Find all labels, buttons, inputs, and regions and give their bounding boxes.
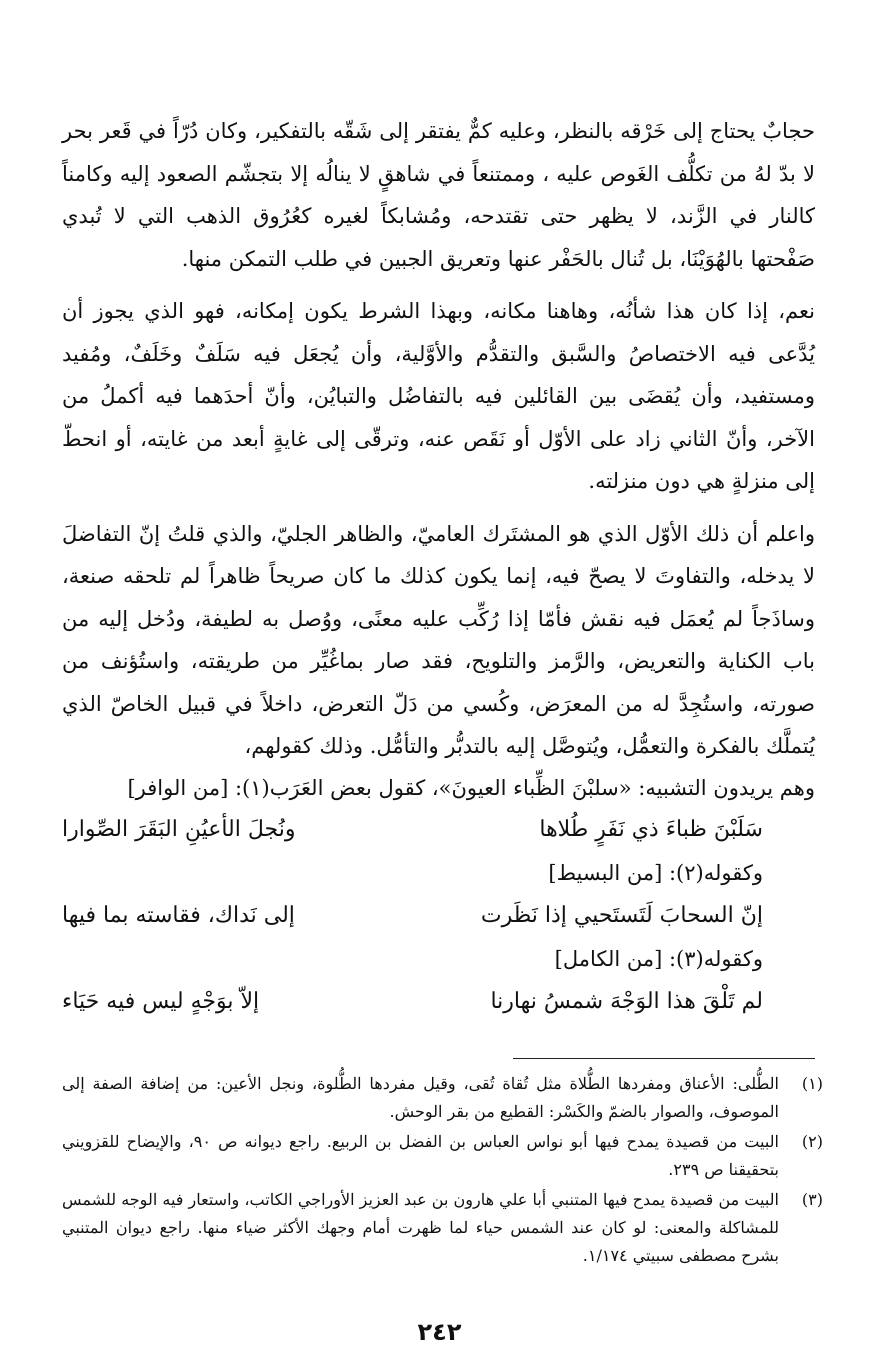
verse-1 (62, 808, 815, 852)
verse-3-second-hemistich: إلاّ بوَجْهٍ ليس فيه حَيَاء (62, 988, 260, 1014)
paragraph-1: حجابٌ يحتاج إلى خَرْقه بالنظر، وعليه كمٌّ يفتقر إلى شَقّه بالتفكير، وكان دُرّاً في قَعر بحر لا بدّ لهُ من تكلُّف الغَوص عليه ، وممتنعاً في شاهقٍ لا ينالُه إلا بتجشّم الصعود إليه وكامناً كالنار في الزَّند، لا يظهر حتى تقتدحه، ومُشابكاً لغيره كعُرُوق الذهب التي لا تُبدي صَفْحتها بالهُوَيْنَا، بل تُنال بالحَفْر عنها وتعريق الجبين في طلب التمكن منها. (62, 119, 815, 271)
footnote-separator (513, 1058, 815, 1059)
verse-1-second-hemistich: ونُجلَ الأعيُنِ البَقَرَ الصِّوارا (62, 816, 296, 842)
footnote-2-number: (٢) (801, 1132, 823, 1151)
footnote-2-text: البيت من قصيدة يمدح فيها أبو نواس العباس بن الفضل بن الربيع. راجع ديوانه ص ٩٠، والإيضاح للقزويني بتحقيقنا ص ٢٣٩. (62, 1132, 779, 1179)
paragraph-3: واعلم أن ذلك الأوّل الذي هو المشتَرك العاميّ، والظاهر الجليّ، والذي قلتُ إنّ التفاضلَ لا يدخله، والتفاوتَ لا يصحّ فيه، إنما يكون كذلك ما كان صريحاً ظاهراً لم تلحقه صنعة، وساذَجاً لم يُعمَل فيه نقش فأمّا إذا رُكِّب عليه معنًى، ووُصل به لطيفة، ودُخل إليه من باب الكناية والتعريض، والرَّمز والتلويح، فقد صار بماغُيِّر من طريقته، واستُؤنف من صورته، واستُجِدَّ له من المعرَض، وكُسي من دَلّ التعرض، داخلاً في قبيل الخاصّ الذي يُتملَّك بالفكرة والتعمُّل، ويُتوصَّل إليه بالتدبُّر والتأمُّل. وذلك كقولهم، (62, 521, 815, 758)
page-number: ٢٤٢ (417, 1318, 462, 1346)
footnote-1 (62, 1070, 823, 1126)
footnotes (62, 1070, 823, 1272)
footnote-3-number: (٣) (801, 1190, 823, 1209)
verse-2-second-hemistich: إلى نَداك، فقاسته بما فيها (62, 902, 295, 928)
verse-2 (62, 894, 815, 938)
main-text (62, 110, 815, 1024)
footnote-3 (62, 1186, 823, 1270)
verse-1-first-hemistich: سَلَبْنَ ظباءَ ذي نَفَرٍ طُلاها (539, 816, 763, 842)
footnote-1-number: (١) (801, 1074, 823, 1093)
verse-3-reference: وكقوله(٣): [من الكامل] (554, 946, 763, 971)
footnote-3-text: البيت من قصيدة يمدح فيها المتنبي أبا علي هارون بن عبد العزيز الأوراجي الكاتب، واستعار فيه الوجه للشمس للمشاكلة والمعنى: لو كان عند الشمس حياء لما ظهرت أمام وجهك الأكثر ضياء منها. راجع ديوان المتنبي بشرح مصطفى سبيتي ١/١٧٤. (62, 1190, 779, 1265)
verse-3-first-hemistich: لم تَلْقَ هذا الوَجْهَ شمسُ نهارنا (490, 988, 763, 1014)
verse-2-reference: وكقوله(٢): [من البسيط] (548, 860, 763, 885)
paragraph-2: نعم، إذا كان هذا شأنُه، وهاهنا مكانه، وبهذا الشرط يكون إمكانه، فهو الذي يجوز أن يُدَّعى فيه الاختصاصُ والسَّبق والتقدُّم والأوَّلية، وأن يُجعَل فيه سَلَفٌ وخَلَفٌ، ومُفيد ومستفيد، وأن يُقضَى بين القائلين فيه بالتفاضُل والتبايُن، وأنّ أحدَهما فيه أكملُ من الآخر، وأنّ الثاني زاد على الأوّل أو نَقَص عنه، وترقّى إلى غايةٍ أبعد من غايته، أو انحطّ إلى منزلةٍ هي دون منزلته. (62, 299, 815, 493)
footnote-2 (62, 1128, 823, 1184)
verse-intro-line: وهم يريدون التشبيه: «سلبْنَ الظِّباء العيونَ»، كقول بعض العَرَب(١): [من الوافر] (127, 775, 815, 800)
verse-3 (62, 980, 815, 1024)
verse-2-first-hemistich: إنّ السحابَ لَتَستَحيي إذا نَظَرت (480, 902, 763, 928)
footnote-1-text: الطُّلى: الأعناق ومفردها الطُّلاة مثل تُقاة تُقى، وقيل مفردها الطُّلوة، ونجل الأعين: من إضافة الصفة إلى الموصوف، والصوار بالضمّ والكَسْر: القطيع من بقر الوحش. (62, 1074, 779, 1121)
